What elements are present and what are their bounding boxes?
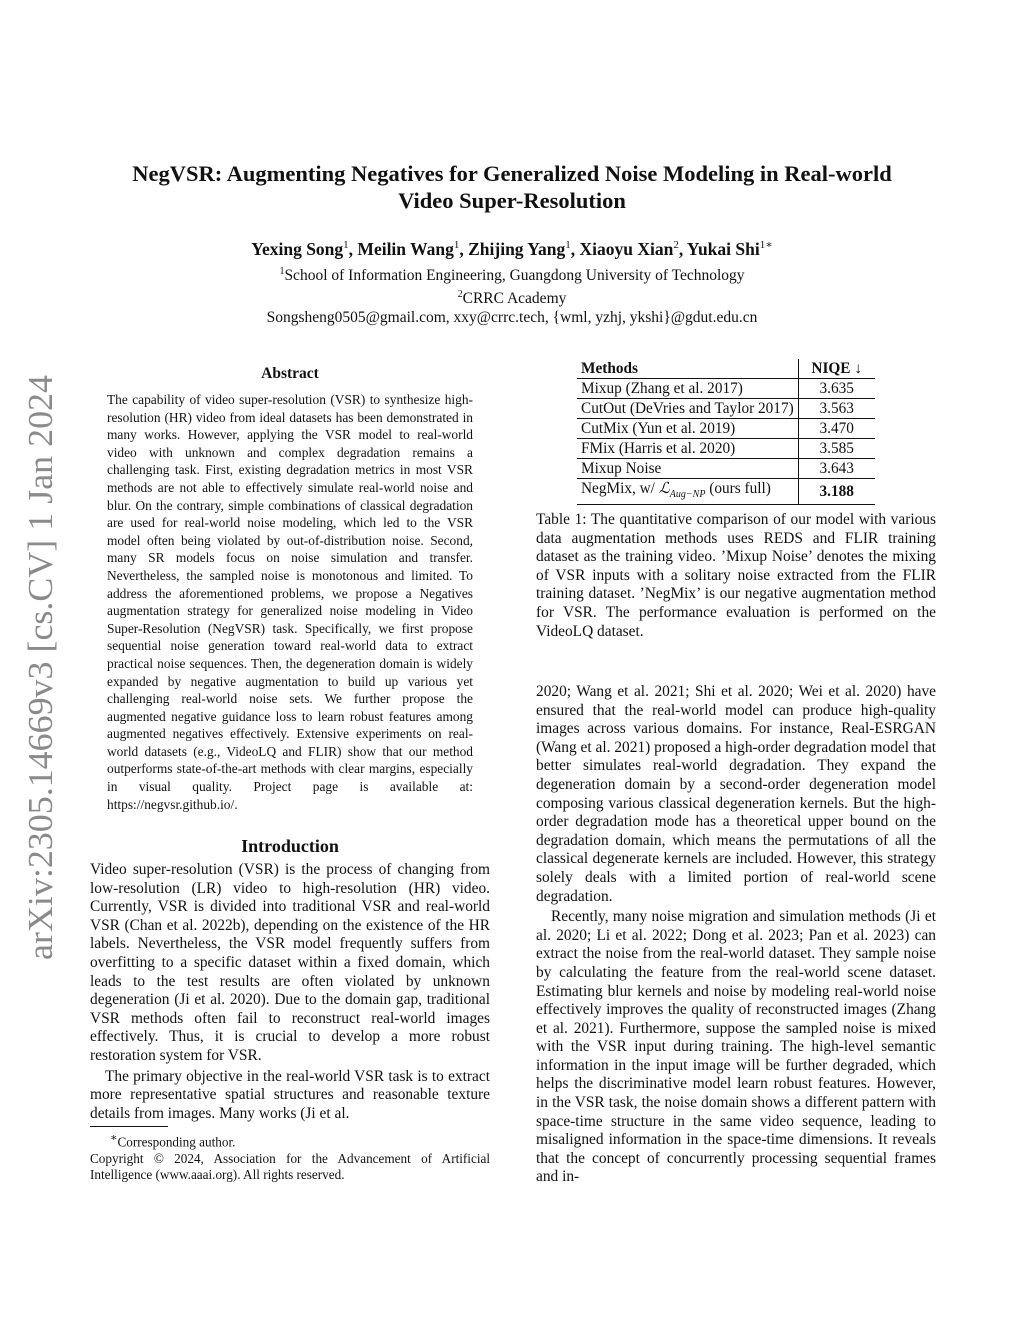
right-paragraph-2: Recently, many noise migration and simulation methods (Ji et al. 2020; Li et al. 2022; Dong et al. 2023; Pan et al. 2023) can extract the noise from the real-world dataset. They sample noise by calculating the feature from the real-world scene dataset. Estimating blur kernels and noise by modeling real-world noise effectively improves the quality of reconstructed images (Zhang et al. 2021). Furthermore, suppose the sampled noise is mixed with the VSR input during training. The high-level semantic information in the input image will be further degraded, which helps the discriminative model learn robust features. However, in the VSR task, the noise domain shows a different pattern with space-time structure in the same video sequence, leading to misaligned information in the space-time dimensions. It reveals that the concept of concurrently processing sequential frames and in- <box>536 908 936 1186</box>
corresponding-author-note: ∗Corresponding author. <box>110 1132 236 1150</box>
arxiv-sidebar <box>4 370 64 970</box>
introduction-heading: Introduction <box>241 836 339 856</box>
right-paragraph-1: 2020; Wang et al. 2021; Shi et al. 2020; Wei et al. 2020) have ensured that the real-world model can produce high-quality images across various domains. For instance, Real-ESRGAN (Wang et al. 2021) proposed a high-order degradation model that better simulates real-world degradation. They expand the degeneration domain by a second-order degeneration model composing various classical degeneration kernels. But the high-order degradation mode has a theoretical upper bound on the degradation domain, which means the permutations of all the classical degenerate kernels are included. However, this strategy solely deals with a limited portion of real-world scene degradation. <box>536 683 936 905</box>
title-line-1: NegVSR: Augmenting Negatives for Generalized Noise Modeling in Real-world <box>132 161 892 186</box>
affiliation-2: $^2$CRRC Academy <box>457 289 567 308</box>
footnote <box>90 1126 490 1184</box>
arxiv-identifier: arXiv:2305.14669v3 [cs.CV] 1 Jan 2024 <box>21 390 60 960</box>
affiliation-1: $^1$School of Information Engineering, Guangdong University of Technology <box>279 266 745 285</box>
author-emails: Songsheng0505@gmail.com, xxy@crrc.tech, {wml, yzhj, ykshi}@gdut.edu.cn <box>266 309 758 327</box>
loss-subscript: Aug−NP <box>669 489 706 501</box>
affiliations <box>90 262 934 327</box>
copyright-notice: Copyright © 2024, Association for the Advancement of Artificial Intelligence (www.aaai.org). All rights reserved. <box>90 1150 490 1183</box>
author: Zhijing Yang$^1$, <box>468 238 580 259</box>
table-row <box>577 439 875 459</box>
table-cell-niqe-best: 3.188 <box>798 479 875 505</box>
title-line-2: Video Super-Resolution <box>398 188 626 213</box>
abstract-heading: Abstract <box>261 365 319 382</box>
table-cell-niqe: 3.470 <box>798 419 875 439</box>
table-row-ours <box>577 479 875 505</box>
table-cell-niqe: 3.643 <box>798 459 875 479</box>
table-caption <box>536 511 936 641</box>
abstract-text: The capability of video super-resolution (VSR) to synthesize high-resolution (HR) video from ideal datasets has been demonstrated in many works. However, applying the VSR model to real-world video with unknown and complex degradation remains a challenging task. First, existing degradation metrics in most VSR methods are not able to effectively simulate real-world noise and blur. On the contrary, simple combinations of classical degradation are used for real-world noise modeling, which led to the VSR model often being violated by out-of-distribution noise. Second, many SR models focus on noise simulation and transfer. Nevertheless, the sampled noise is monotonous and limited. To address the aforementioned problems, we propose a Negatives augmentation strategy for generalized noise modeling in Video Super-Resolution (NegVSR) task. Specifically, we first propose sequential noise generation toward real-world data to extract practical noise sequences. Then, the degeneration domain is widely expanded by negative augmentation to build up various yet challenging real-world noise sets. We further propose the augmented negative guidance loss to learn robust features among augmented negatives effectively. Extensive experiments on real-world datasets (e.g., VideoLQ and FLIR) show that our method outperforms state-of-the-art methods with clear margins, especially in visual quality. Project page is available at: https://negvsr.github.io/. <box>107 392 473 812</box>
author: Meilin Wang$^1$, <box>357 238 469 259</box>
table-row <box>577 379 875 399</box>
author: Xiaoyu Xian$^2$, <box>579 238 687 259</box>
right-column-body <box>536 683 936 1187</box>
loss-symbol: ℒ <box>658 480 670 497</box>
table-cell-method: CutMix (Yun et al. 2019) <box>577 419 798 439</box>
table-cell-method: Mixup (Zhang et al. 2017) <box>577 379 798 399</box>
author: Yukai Shi$^{1∗}$ <box>686 238 773 259</box>
paper-title <box>90 160 934 214</box>
table-row <box>577 459 875 479</box>
results-table <box>577 359 875 505</box>
table-cell-method: CutOut (DeVries and Taylor 2017) <box>577 399 798 419</box>
table-header-row <box>577 359 875 379</box>
abstract-section <box>90 364 490 813</box>
table-row <box>577 399 875 419</box>
table-cell-niqe: 3.585 <box>798 439 875 459</box>
table-header-niqe: NIQE ↓ <box>798 359 875 379</box>
intro-paragraph-1: Video super-resolution (VSR) is the process of changing from low-resolution (LR) video to high-resolution (HR) video. Currently, VSR is divided into traditional VSR and real-world VSR (Chan et al. 2022b), depending on the existence of the HR labels. Nevertheless, the VSR model frequently suffers from overfitting to a specific dataset within a fixed domain, which leads to the test results are often violated by unknown degeneration (Ji et al. 2020). Due to the domain gap, traditional VSR methods often fail to reconstruct real-world images effectively. Thus, it is crucial to develop a more robust restoration system for VSR. <box>90 861 490 1064</box>
table-caption-text: Table 1: The quantitative comparison of our model with various data augmentation methods uses REDS and FLIR training dataset as the training video. ’Mixup Noise’ denotes the mixing of VSR inputs with a solitary noise extracted from the FLIR training dataset. ’NegMix’ is our negative augmentation method for VSR. The performance evaluation is performed on the VideoLQ dataset. <box>536 511 936 640</box>
author-list <box>90 234 934 260</box>
table-cell-niqe: 3.635 <box>798 379 875 399</box>
introduction-section <box>90 836 490 1123</box>
table-cell-method: Mixup Noise <box>577 459 798 479</box>
footnote-rule <box>90 1126 168 1127</box>
table-cell-method: FMix (Harris et al. 2020) <box>577 439 798 459</box>
table-cell-niqe: 3.563 <box>798 399 875 419</box>
intro-paragraph-2: The primary objective in the real-world VSR task is to extract more representative spatial structures and reasonable texture details from images. Many works (Ji et al. <box>90 1067 490 1122</box>
table-cell-method: NegMix, w/ ℒ$_{Aug-NP}$ (ours full) <box>577 479 798 505</box>
table-row <box>577 419 875 439</box>
table-header-methods: Methods <box>577 359 798 379</box>
author: Yexing Song$^1$, <box>251 238 358 259</box>
